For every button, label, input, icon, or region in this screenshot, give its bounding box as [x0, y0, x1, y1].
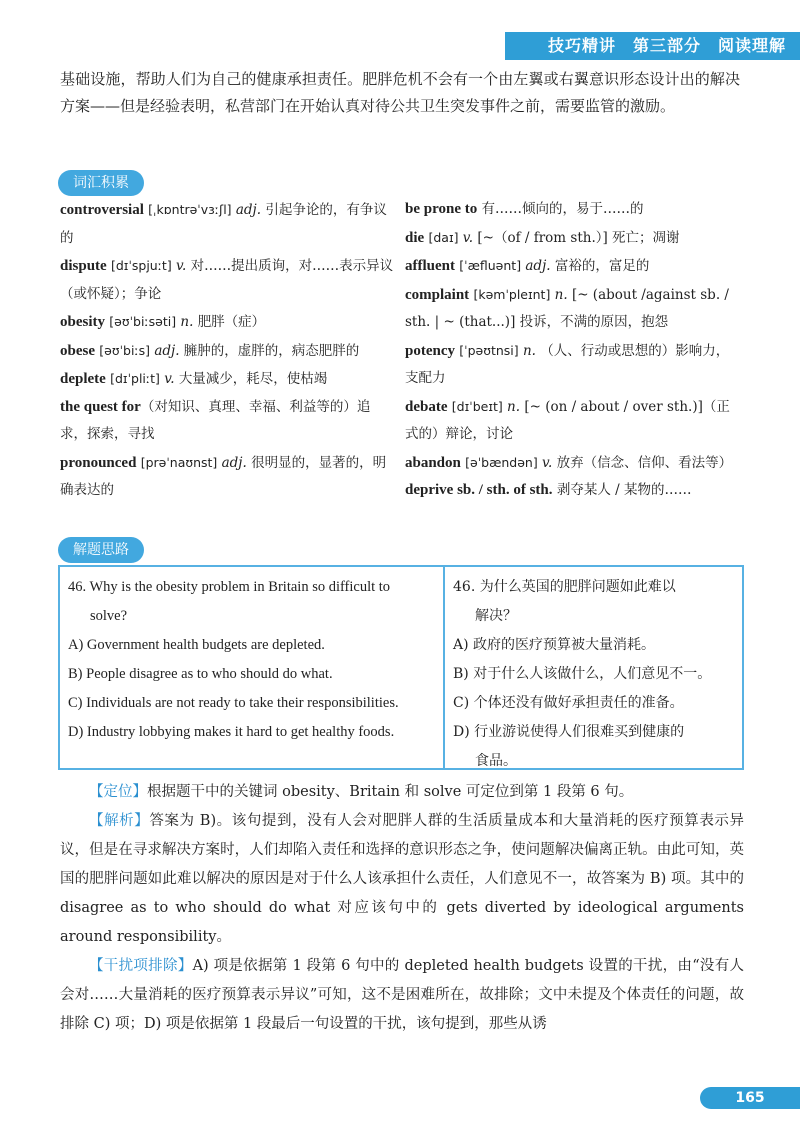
- vocab-word: abandon: [405, 454, 461, 471]
- vocab-word: be prone to: [405, 201, 478, 217]
- option-d: D) 行业游说使得人们很难买到健康的: [453, 724, 685, 740]
- option-a: A) Government health budgets are depleted.: [68, 637, 325, 653]
- locate-paragraph: 【定位】根据题干中的关键词 obesity、Britain 和 solve 可定位到第 1 段第 6 句。: [89, 784, 634, 800]
- vocab-word: deprive sb. / sth. of sth.: [405, 482, 553, 498]
- solve-section-tag: 解题思路: [58, 537, 144, 563]
- vocab-entry: die [daɪ] v. [~（of / from sth.）] 死亡；凋谢: [405, 229, 680, 246]
- vocab-entry: obesity [əʊˈbiːsəti] n. 肥胖（症）: [60, 314, 266, 330]
- vocab-word: potency: [405, 342, 455, 359]
- vocab-word: pronounced: [60, 454, 137, 471]
- question-stem: 46. 为什么英国的肥胖问题如此难以: [453, 579, 676, 595]
- vocab-word: controversial: [60, 202, 144, 218]
- question-stem: 46. Why is the obesity problem in Britain so difficult to: [68, 579, 391, 595]
- vocab-entry: potency [ˈpəʊtnsi] n. （人、行动或思想的）影响力，支配力: [405, 342, 730, 386]
- vocab-word: affluent: [405, 258, 455, 274]
- option-b: B) People disagree as to who should do what.: [68, 666, 333, 682]
- option-c: C) 个体还没有做好承担责任的准备。: [453, 695, 684, 711]
- vocab-word: complaint: [405, 286, 470, 303]
- option-b: B) 对于什么人该做什么，人们意见不一。: [453, 666, 712, 682]
- question-table: [58, 565, 744, 770]
- option-a: A) 政府的医疗预算被大量消耗。: [453, 637, 656, 653]
- question-stem: solve?: [90, 608, 128, 624]
- vocab-entry: debate [dɪˈbeɪt] n. [~ (on / about / over sth.)]（正式的）辩论，讨论: [405, 398, 730, 442]
- question-english: [60, 567, 445, 768]
- vocab-section-tag: 词汇积累: [58, 170, 144, 196]
- vocab-entry: complaint [kəmˈpleɪnt] n. [~ (about /against sb. / sth. | ~ (that...)] 投诉，不满的原因，抱怨: [405, 286, 729, 330]
- vocab-entry: deplete [dɪˈpliːt] v. 大量减少，耗尽，使枯竭: [60, 371, 328, 387]
- vocab-entry: affluent [ˈæfluənt] adj. 富裕的，富足的: [405, 258, 650, 274]
- page-number: 165: [700, 1087, 800, 1109]
- vocab-entry: controversial [ˌkɒntrəˈvɜːʃl] adj. 引起争论的，有争议的: [60, 202, 387, 246]
- analysis-label: 【解析】: [89, 813, 150, 829]
- vocab-entry: abandon [əˈbændən] v. 放弃（信念、信仰、看法等）: [405, 454, 733, 471]
- vocab-word: obesity: [60, 314, 105, 330]
- vocab-word: deplete: [60, 371, 106, 387]
- vocab-entry: dispute [dɪˈspjuːt] v. 对……提出质询，对……表示异议（或怀疑）；争论: [60, 258, 394, 302]
- option-d: D) Industry lobbying makes it hard to get healthy foods.: [68, 724, 395, 740]
- distractor-paragraph: 【干扰项排除】A) 项是依据第 1 段第 6 句中的 depleted health budgets 设置的干扰，由“没有人会对……大量消耗的医疗预算表示异议”可知，这不是困难所在，故排除；文中未提及个体责任的问题，故排除 C) 项；D) 项是依据第 1 段最后一句设置的干扰，该句提到，那些从诱: [60, 958, 744, 1032]
- vocab-left-column: [60, 196, 395, 505]
- question-stem: 解决？: [475, 608, 517, 624]
- analysis-paragraph: 【解析】答案为 B)。该句提到，没有人会对肥胖人群的生活质量成本和大量消耗的医疗预算表示异议，但是在寻求解决方案时，人们却陷入责任和选择的意识形态之争，使问题解决偏离正轨。由此可知，英国的肥胖问题如此难以解决的原因是对于什么人该承担什么责任，人们意见不一，故答案为 B) 项。其中的 disagree as to who should do what 对应该句中的 gets diverted by ideological arguments around responsibility。: [60, 813, 745, 945]
- vocab-entry: pronounced [prəˈnaʊnst] adj. 很明显的，显著的，明确表达的: [60, 454, 387, 498]
- locate-label: 【定位】: [89, 784, 147, 800]
- vocab-entry: obese [əʊˈbiːs] adj. 臃肿的，虚胖的，病态肥胖的: [60, 342, 360, 359]
- option-d-continued: 食品。: [475, 753, 517, 769]
- distractor-label: 【干扰项排除】: [89, 958, 193, 974]
- vocab-word: debate: [405, 398, 448, 415]
- question-chinese: [445, 567, 742, 768]
- vocab-entry: be prone to 有……倾向的，易于……的: [405, 201, 644, 217]
- vocab-word: obese: [60, 342, 95, 359]
- vocab-entry: deprive sb. / sth. of sth. 剥夺某人 / 某物的……: [405, 482, 692, 498]
- section-header: 技巧精讲 第三部分 阅读理解: [505, 32, 800, 60]
- vocab-word: the quest for: [60, 398, 141, 415]
- vocab-word: dispute: [60, 258, 107, 274]
- intro-paragraph: 基础设施，帮助人们为自己的健康承担责任。肥胖危机不会有一个由左翼或右翼意识形态设计出的解决方案——但是经验表明，私营部门在开始认真对待公共卫生突发事件之前，需要监管的激励。: [60, 70, 740, 115]
- vocab-word: die: [405, 229, 425, 246]
- vocab-right-column: [405, 196, 740, 505]
- option-c: C) Individuals are not ready to take their responsibilities.: [68, 695, 399, 711]
- vocab-entry: the quest for（对知识、真理、幸福、利益等的）追求，探索，寻找: [60, 398, 371, 442]
